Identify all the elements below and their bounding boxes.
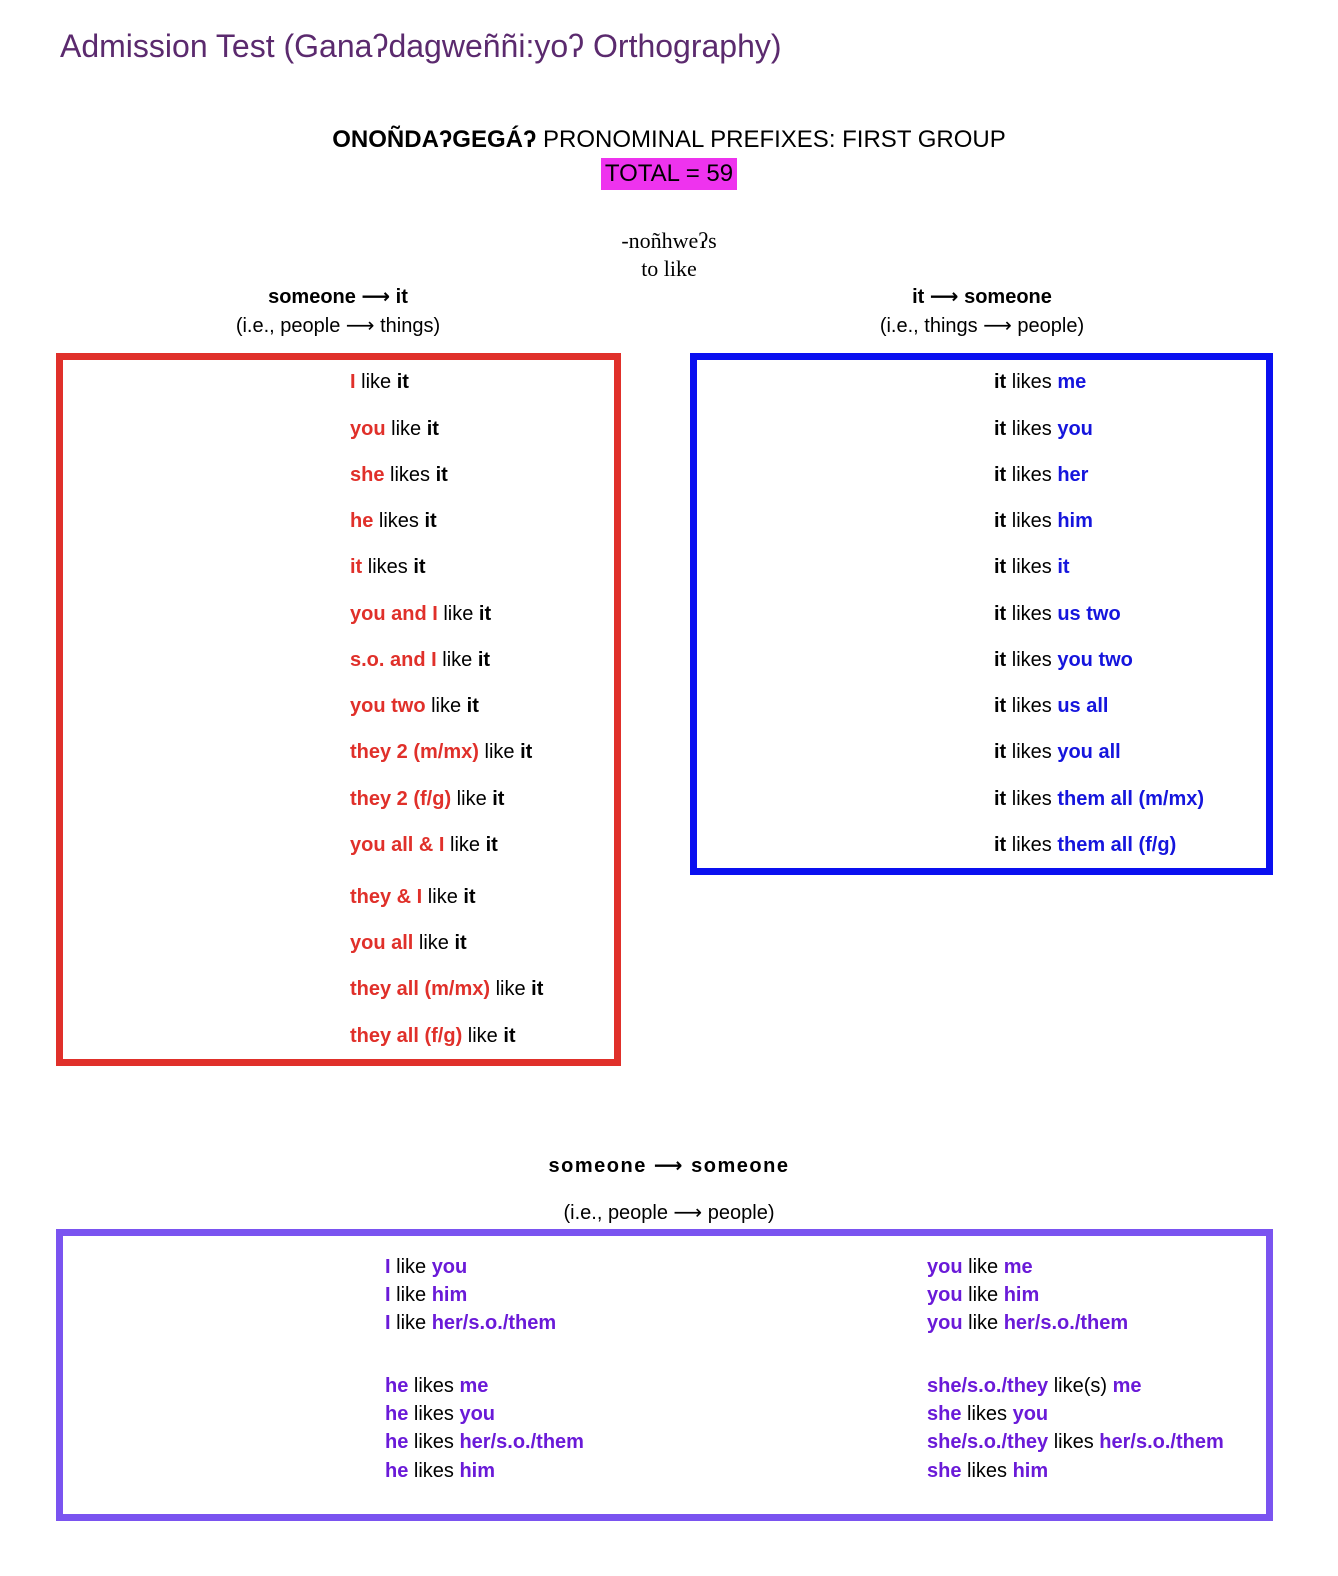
gloss-segment: likes [1048,1431,1100,1453]
english-gloss [350,603,491,626]
english-gloss [994,418,1093,441]
gloss-segment: likes [408,1460,460,1482]
gloss-segment: it [503,1025,516,1047]
gloss-segment: her [1057,464,1089,486]
gloss-segment: her/s.o./them [431,1312,557,1334]
gloss-segment: s.o. and I [350,649,437,671]
gloss-segment: likes [1006,649,1058,671]
gloss-segment: he [350,510,374,532]
gloss-segment: likes [1006,741,1058,763]
english-gloss [350,464,448,487]
gloss-segment: it [396,371,409,393]
left-header-sub: (i.e., people ⟶ things) [235,315,441,337]
english-gloss [385,1403,495,1426]
gloss-segment: me [1003,1256,1033,1278]
gloss-segment: likes [1006,464,1058,486]
gloss-segment: you [927,1256,963,1278]
english-gloss [385,1312,556,1335]
gloss-segment: it [994,603,1007,625]
gloss-segment: they 2 (f/g) [350,788,452,810]
gloss-segment: you all & I [350,834,445,856]
gloss-segment: you [927,1284,963,1306]
gloss-segment: her/s.o./them [1003,1312,1129,1334]
english-gloss [350,371,409,394]
gloss-segment: it [463,886,476,908]
gloss-segment: you [350,418,386,440]
gloss-segment: like(s) [1048,1375,1113,1397]
gloss-segment: it [350,556,363,578]
gloss-segment: us two [1057,603,1121,625]
english-gloss [927,1256,1033,1279]
english-gloss [350,649,490,672]
english-gloss [994,603,1121,626]
gloss-segment: them all (f/g) [1057,834,1177,856]
total-wrap [0,158,1338,190]
gloss-segment: them all (m/mx) [1057,788,1205,810]
gloss-segment: like [490,978,532,1000]
gloss-segment: I [385,1312,391,1334]
gloss-segment: me [1112,1375,1142,1397]
english-gloss [994,556,1070,579]
gloss-segment: it [531,978,544,1000]
bottom-header-sub: (i.e., people ⟶ people) [563,1202,775,1224]
gloss-segment: she [927,1460,962,1482]
gloss-segment: it [426,418,439,440]
gloss-segment: like [962,1256,1004,1278]
gloss-segment: he [385,1431,409,1453]
gloss-segment: her/s.o./them [1099,1431,1224,1453]
gloss-segment: it [994,741,1007,763]
gloss-segment: it [478,603,492,625]
gloss-segment: it [520,741,533,763]
gloss-segment: her/s.o./them [459,1431,584,1453]
english-gloss [994,371,1086,394]
gloss-segment: you all [350,932,414,954]
gloss-segment: it [492,788,505,810]
total-badge: TOTAL = 59 [601,158,737,190]
gloss-segment: like [390,1256,432,1278]
gloss-segment: likes [961,1403,1013,1425]
english-gloss [350,741,532,764]
gloss-segment: likes [1006,556,1058,578]
english-gloss [350,978,543,1001]
gloss-segment: they all (m/mx) [350,978,491,1000]
gloss-segment: like [385,418,427,440]
gloss-segment: likes [373,510,425,532]
gloss-segment: like [962,1284,1004,1306]
english-gloss [350,1025,516,1048]
gloss-segment: you [459,1403,496,1425]
gloss-segment: likes [1006,371,1058,393]
english-gloss [994,741,1121,764]
gloss-segment: you two [1057,649,1133,671]
verb-gloss: to like [641,256,697,281]
gloss-segment: it [424,510,437,532]
gloss-segment: you [927,1312,963,1334]
gloss-segment: she [350,464,385,486]
gloss-segment: you [1057,418,1093,440]
english-gloss [927,1312,1128,1335]
right-header-title: it ⟶ someone [912,286,1052,308]
gloss-segment: likes [961,1460,1013,1482]
gloss-segment: she/s.o./they [927,1375,1049,1397]
gloss-segment: like [437,603,479,625]
gloss-segment: it [994,510,1007,532]
section-heading [0,126,1338,154]
gloss-segment: us all [1057,695,1109,717]
gloss-segment: he [385,1460,409,1482]
left-header-title: someone ⟶ it [268,286,408,308]
gloss-segment: like [451,788,493,810]
gloss-segment: I [385,1256,391,1278]
gloss-segment: likes [408,1403,460,1425]
gloss-segment: likes [1006,695,1058,717]
gloss-segment: him [459,1460,496,1482]
gloss-segment: I [385,1284,391,1306]
english-gloss [994,834,1176,857]
gloss-segment: him [431,1284,468,1306]
gloss-segment: likes [408,1375,460,1397]
gloss-segment: you [1012,1403,1049,1425]
english-gloss [994,464,1088,487]
gloss-segment: he [385,1375,409,1397]
right-header-sub: (i.e., things ⟶ people) [879,315,1085,337]
gloss-segment: likes [1006,788,1058,810]
gloss-segment: they 2 (m/mx) [350,741,479,763]
english-gloss [994,695,1108,718]
english-gloss [350,695,479,718]
english-gloss [350,510,437,533]
gloss-segment: I [350,371,356,393]
gloss-segment: like [422,886,464,908]
english-gloss [350,834,498,857]
english-gloss [350,932,467,955]
gloss-segment: him [1057,510,1093,532]
english-gloss [927,1375,1142,1398]
gloss-segment: like [444,834,486,856]
english-gloss [994,649,1133,672]
heading-bold: ONOÑDAʔGEGÁʔ [332,126,537,153]
gloss-segment: it [994,556,1007,578]
gloss-segment: it [994,464,1007,486]
gloss-segment: it [994,834,1007,856]
gloss-segment: likes [408,1431,460,1453]
english-gloss [350,418,439,441]
right-column-header [782,284,1182,338]
english-gloss [350,886,476,909]
gloss-segment: like [478,741,521,763]
english-gloss [350,556,426,579]
gloss-segment: he [385,1403,409,1425]
gloss-segment: it [454,932,467,954]
gloss-segment: it [994,371,1007,393]
gloss-segment: it [466,695,479,717]
english-gloss [385,1431,584,1454]
gloss-segment: likes [384,464,436,486]
gloss-segment: it [994,788,1007,810]
gloss-segment: she/s.o./they [927,1431,1049,1453]
left-column-header [138,284,538,338]
gloss-segment: they & I [350,886,423,908]
english-gloss [927,1431,1224,1454]
gloss-segment: him [1012,1460,1049,1482]
gloss-segment: likes [1006,603,1058,625]
gloss-segment: it [477,649,491,671]
english-gloss [994,788,1204,811]
english-gloss [385,1284,467,1307]
gloss-segment: like [413,932,455,954]
english-gloss [385,1460,495,1483]
gloss-segment: it [413,556,426,578]
english-gloss [385,1256,467,1279]
gloss-segment: like [425,695,467,717]
gloss-segment: like [962,1312,1004,1334]
gloss-segment: she [927,1403,962,1425]
gloss-segment: like [462,1025,504,1047]
english-gloss [927,1403,1048,1426]
gloss-segment: likes [1006,418,1058,440]
gloss-segment: likes [1006,510,1058,532]
english-gloss [350,788,504,811]
gloss-segment: it [994,418,1007,440]
gloss-segment: like [390,1312,432,1334]
gloss-segment: you [431,1256,468,1278]
english-gloss [927,1460,1048,1483]
gloss-segment: me [1057,371,1087,393]
gloss-segment: it [1057,556,1070,578]
heading-rest: PRONOMINAL PREFIXES: FIRST GROUP [536,126,1006,153]
bottom-header-title: someone ⟶ someone [548,1155,790,1177]
gloss-segment: it [994,649,1007,671]
gloss-segment: like [436,649,478,671]
english-gloss [927,1284,1039,1307]
gloss-segment: it [485,834,498,856]
gloss-segment: likes [1006,834,1058,856]
gloss-segment: they all (f/g) [350,1025,463,1047]
gloss-segment: it [994,695,1007,717]
gloss-segment: like [390,1284,432,1306]
gloss-segment: him [1003,1284,1040,1306]
verb-stem: -noñhweʔs [621,228,717,253]
english-gloss [994,510,1093,533]
someone-to-it-box [56,353,621,1066]
gloss-segment: it [435,464,448,486]
gloss-segment: you and I [350,603,438,625]
english-gloss [385,1375,488,1398]
page-title: Admission Test (Ganaʔdagweññi:yoʔ Orthography) [60,28,782,64]
gloss-segment: you all [1057,741,1121,763]
gloss-segment: likes [362,556,414,578]
gloss-segment: like [355,371,397,393]
gloss-segment: you two [350,695,426,717]
gloss-segment: me [459,1375,489,1397]
